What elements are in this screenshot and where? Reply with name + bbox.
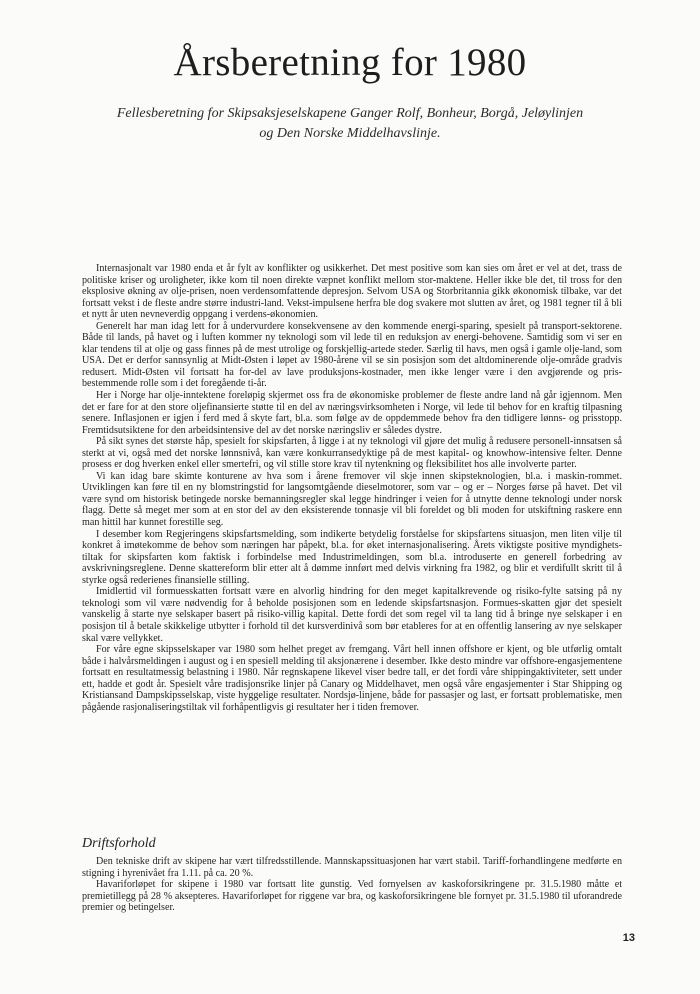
section-text [82, 856, 622, 914]
page-number: 13 [622, 932, 635, 944]
paragraph: Den tekniske drift av skipene har vært tilfredsstillende. Mannskapssituasjonen har vært stabil. Tariff-forhandlingene medførte en stigning i hyrenivået fra 1.11. på ca. 20 %. [82, 856, 622, 879]
paragraph: Imidlertid vil formuesskatten fortsatt være en alvorlig hindring for den meget kapitalkrevende og risiko-fylte satsing på ny teknologi som vil være nødvendig for å beholde posisjonen som en ledende skipsfartsnasjon. Formues-skatten gjør det spesielt vanskelig å starte nye selskaper basert på risiko-villig kapital. Dette fordi det som regel vil ta lang tid å bringe nye selskaper i en posisjon til å betale skikkelige utbytter i forhold til det kursverdinivå som bør etableres for at en offentlig lansering av nye selskaper skal være vellykket. [82, 586, 622, 644]
paragraph: Havariforløpet for skipene i 1980 var fortsatt lite gunstig. Ved fornyelsen av kaskoforsikringene pr. 31.5.1980 måtte et premietillegg på 28 % aksepteres. Havariforløpet for riggene var bra, og kaskoforsikringene ble fornyet pr. 31.5.1980 til uforandrede premier og betingelser. [82, 879, 622, 914]
paragraph: På sikt synes det største håp, spesielt for skipsfarten, å ligge i at ny teknologi vil gjøre det mulig å redusere personell-innsatsen så sterkt at vi, også med det norske lønnsnivå, kan være konkurransedyktige på de mest kapital- og knowhow-intensive felter. Denne prosess er dog hverken enkel eller smertefri, og vil stille store krav til nytenkning og fleksibilitet hos alle involverte parter. [82, 436, 622, 471]
section-heading: Driftsforhold [82, 836, 156, 851]
paragraph: I desember kom Regjeringens skipsfartsmelding, som indikerte betydelig forståelse for skipsfartens situasjon, men liten vilje til konkret å imøtekomme de behov som næringen har påpekt, bl.a. for øket internasjonalisering. Årets viktigste positive myndighets-tiltak for skipsfarten kom faktisk i forbindelse med Industrimeldingen, som bl.a. introduserte en generell forbedring av avskrivningsreglene. Denne skattereform blir etter alt å dømme innført med delvis virkning fra 1982, og blir et verdifullt skritt til å styrke også rederienes finansielle stilling. [82, 528, 622, 586]
document-title: Årsberetning for 1980 [173, 41, 527, 84]
document-subtitle: Fellesberetning for Skipsaksjeselskapene Ganger Rolf, Bonheur, Borgå, Jeløylinjen og Den Norske Middelhavslinje. [116, 106, 584, 141]
paragraph: Vi kan idag bare skimte konturene av hva som i årene fremover vil skje innen skipsteknologien, bl.a. i maskin-rommet. Utviklingen kan føre til en ny blomstringstid for langsomtgående dieselmotorer, som var – og er – Norges førse på havet. Det vil være synd om historisk betingede norske bemanningsregler skal legge hindringer i veien for å utnytte denne teknologi under norsk flagg. Dette så meget mer som at en stor del av den eksisterende tonnasje vil bli foreldet og bli moden for utskiftning raskere enn man hittil har kunnet forestille seg. [82, 470, 622, 529]
paragraph: For våre egne skipsselskaper var 1980 som helhet preget av fremgang. Vårt hell innen offshore er kjent, og ble utførlig omtalt både i halvårsmeldingen i august og i en spesiell melding til aksjonærene i desember. Ikke desto mindre var offshore-engasjementene fortsatt en resultatmessig belastning i 1980. Når regnskapene likevel viser bedre tall, er det fordi våre shippingaktiviteter, sett under ett, hadde et godt år. Spesielt våre tradisjonsrike linjer på Canary og Middelhavet, men også våre engasjementer i Star Shipping og Kristiansand Dampskipsselskap, viste hyggelige resultater. Nordsjø-linjene, både for passasjer og last, er fortsatt problematiske, men pågående rasjonaliseringstiltak vil forhåpentligvis gi resultater her i tiden fremover. [82, 644, 622, 713]
paragraph: Generelt har man idag lett for å undervurdere konsekvensene av den kommende energi-sparing, spesielt på transport-sektorene. Både til lands, på havet og i luften kommer ny teknologi som vil lede til en reduksjon av energi-behovene. Samtidig som vi ser en klar tendens til at olje og gass finnes på de mest utrolige og forskjellig-artede steder. Særlig til havs, men også i gamle olje-land, som USA. Det er derfor sannsynlig at Midt-Østen i løpet av 1980-årene vil se sin posisjon som det altdominerende olje-område gradvis redusert. Midt-Østen vil fortsatt ha for-del av lave produksjons-kostnader, men ikke lenger være i den avgjørende og pris-bestemmende rolle som i det foregående ti-år. [82, 320, 622, 390]
paragraph: Internasjonalt var 1980 enda et år fylt av konflikter og usikkerhet. Det mest positive som kan sies om året er vel at det, trass de politiske kriser og uroligheter, ikke kom til noen direkte væpnet konflikt mellom stor-maktene. Heller ikke ble det, til tross for den eksplosive økning av olje-prisen, noen verdensomfattende depresjon. Selvom USA og Storbritannia gikk økonomisk tilbake, var det fortsatt vekst i de fleste andre større industri-land. Vekst-impulsene herfra ble dog svakere mot slutten av året, og 1981 tegner til å bli et nytt år uten nevneverdig oppgang i verdens-økonomien. [82, 263, 622, 321]
body-text [82, 263, 622, 713]
paragraph: Her i Norge har olje-inntektene foreløpig skjermet oss fra de økonomiske problemer de fleste andre land nå går igjennom. Men det er fare for at den store oljefinansierte støtte til en del av næringsvirksomheten i Norge, vil lede til behov for en kraftig tilpasning senere. Inflasjonen er igjen i ferd med å skyte fart, bl.a. som følge av de oppdemmede behov fra den tidligere lønns- og prisstopp. Fremtidsutsiktene for den arbeidsintensive del av det norske næringsliv er således dystre. [82, 390, 622, 436]
